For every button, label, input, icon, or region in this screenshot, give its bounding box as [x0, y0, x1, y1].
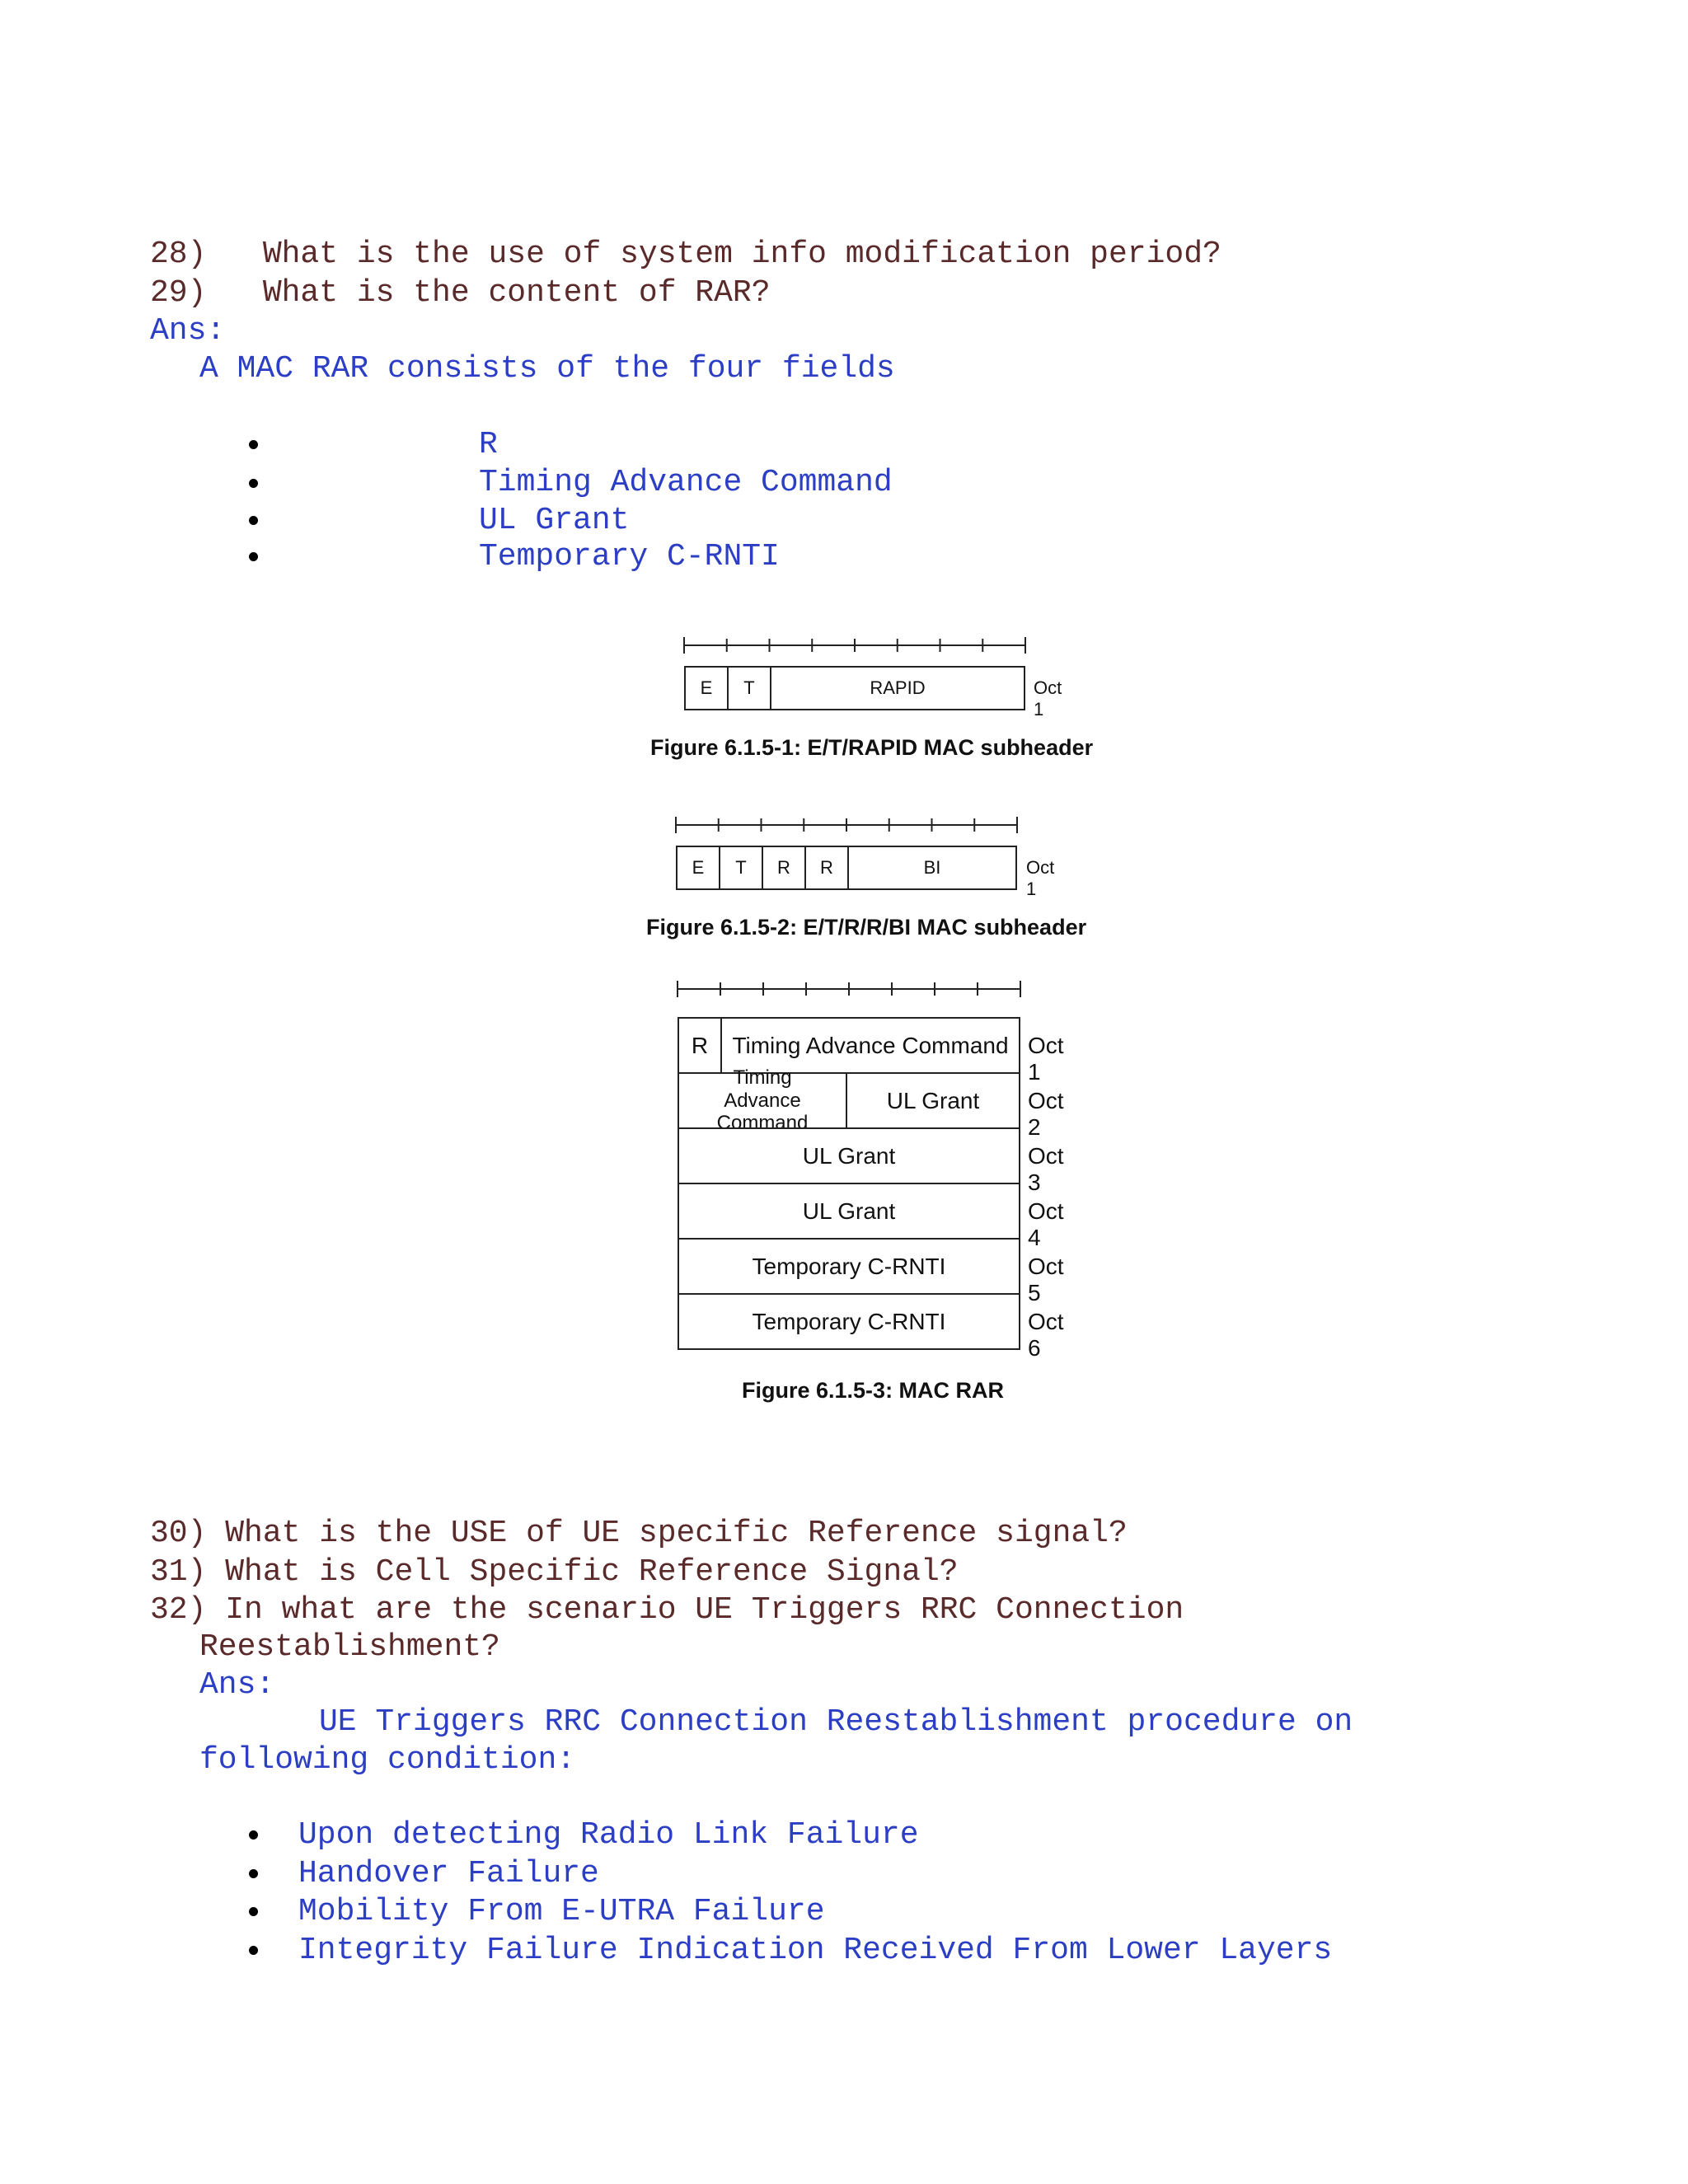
bit-ruler	[674, 815, 1019, 835]
answer-intro: UE Triggers RRC Connection Reestablishment procedure on	[319, 1704, 1353, 1740]
cell-e: E	[684, 666, 729, 710]
cell-timing-advance-cont: Timing Advance Command	[678, 1072, 847, 1129]
question-32-cont: Reestablishment?	[199, 1629, 500, 1665]
cell-t: T	[727, 666, 771, 710]
bullet	[249, 1907, 258, 1916]
question-29: 29) What is the content of RAR?	[150, 275, 771, 311]
oct-label: Oct 5	[1028, 1254, 1064, 1305]
cell-timing-advance: Timing Advance Command	[720, 1017, 1020, 1074]
field-item: Temporary C-RNTI	[479, 539, 780, 574]
condition-item: Mobility From E-UTRA Failure	[298, 1894, 825, 1929]
condition-item: Handover Failure	[298, 1856, 599, 1891]
bullet	[249, 516, 258, 525]
question-30: 30) What is the USE of UE specific Reference signal?	[150, 1516, 1128, 1551]
cell-r: R	[762, 846, 806, 890]
answer-label: Ans:	[150, 313, 226, 349]
figure-caption: Figure 6.1.5-2: E/T/R/R/BI MAC subheader	[646, 915, 1087, 940]
cell-ul-grant: UL Grant	[678, 1127, 1020, 1184]
condition-item: Integrity Failure Indication Received From Lower Layers	[298, 1933, 1333, 1968]
question-28: 28) What is the use of system info modification period?	[150, 237, 1221, 272]
condition-item: Upon detecting Radio Link Failure	[298, 1817, 919, 1853]
cell-bi: BI	[847, 846, 1017, 890]
answer-label: Ans:	[199, 1667, 275, 1703]
bullet	[249, 552, 258, 561]
field-item: R	[479, 427, 498, 462]
bullet	[249, 479, 258, 488]
question-32: 32) In what are the scenario UE Triggers RRC Connection	[150, 1592, 1184, 1628]
bullet	[249, 440, 258, 449]
field-item: Timing Advance Command	[479, 465, 893, 500]
cell-temp-crnti: Temporary C-RNTI	[678, 1293, 1020, 1350]
bullet	[249, 1946, 258, 1955]
oct-label: Oct 1	[1034, 677, 1062, 719]
figure-caption: Figure 6.1.5-1: E/T/RAPID MAC subheader	[650, 735, 1094, 760]
question-31: 31) What is Cell Specific Reference Signal?	[150, 1554, 959, 1590]
figure-caption: Figure 6.1.5-3: MAC RAR	[742, 1378, 1005, 1403]
answer-intro-cont: following condition:	[199, 1742, 576, 1778]
oct-label: Oct 6	[1028, 1309, 1064, 1361]
bullet	[249, 1830, 258, 1840]
answer-intro: A MAC RAR consists of the four fields	[199, 351, 895, 387]
oct-label: Oct 2	[1028, 1088, 1064, 1140]
oct-label: Oct 4	[1028, 1198, 1064, 1250]
cell-e: E	[676, 846, 720, 890]
bit-ruler	[676, 979, 1022, 999]
oct-label: Oct 3	[1028, 1143, 1064, 1195]
cell-r: R	[678, 1017, 722, 1074]
cell-ul-grant: UL Grant	[846, 1072, 1020, 1129]
bullet	[249, 1869, 258, 1878]
bit-ruler	[682, 635, 1027, 655]
cell-rapid: RAPID	[770, 666, 1025, 710]
cell-r: R	[804, 846, 849, 890]
cell-t: T	[719, 846, 763, 890]
oct-label: Oct 1	[1028, 1033, 1064, 1085]
cell-temp-crnti: Temporary C-RNTI	[678, 1238, 1020, 1295]
field-item: UL Grant	[479, 503, 630, 538]
cell-ul-grant: UL Grant	[678, 1183, 1020, 1240]
oct-label: Oct 1	[1026, 857, 1055, 899]
